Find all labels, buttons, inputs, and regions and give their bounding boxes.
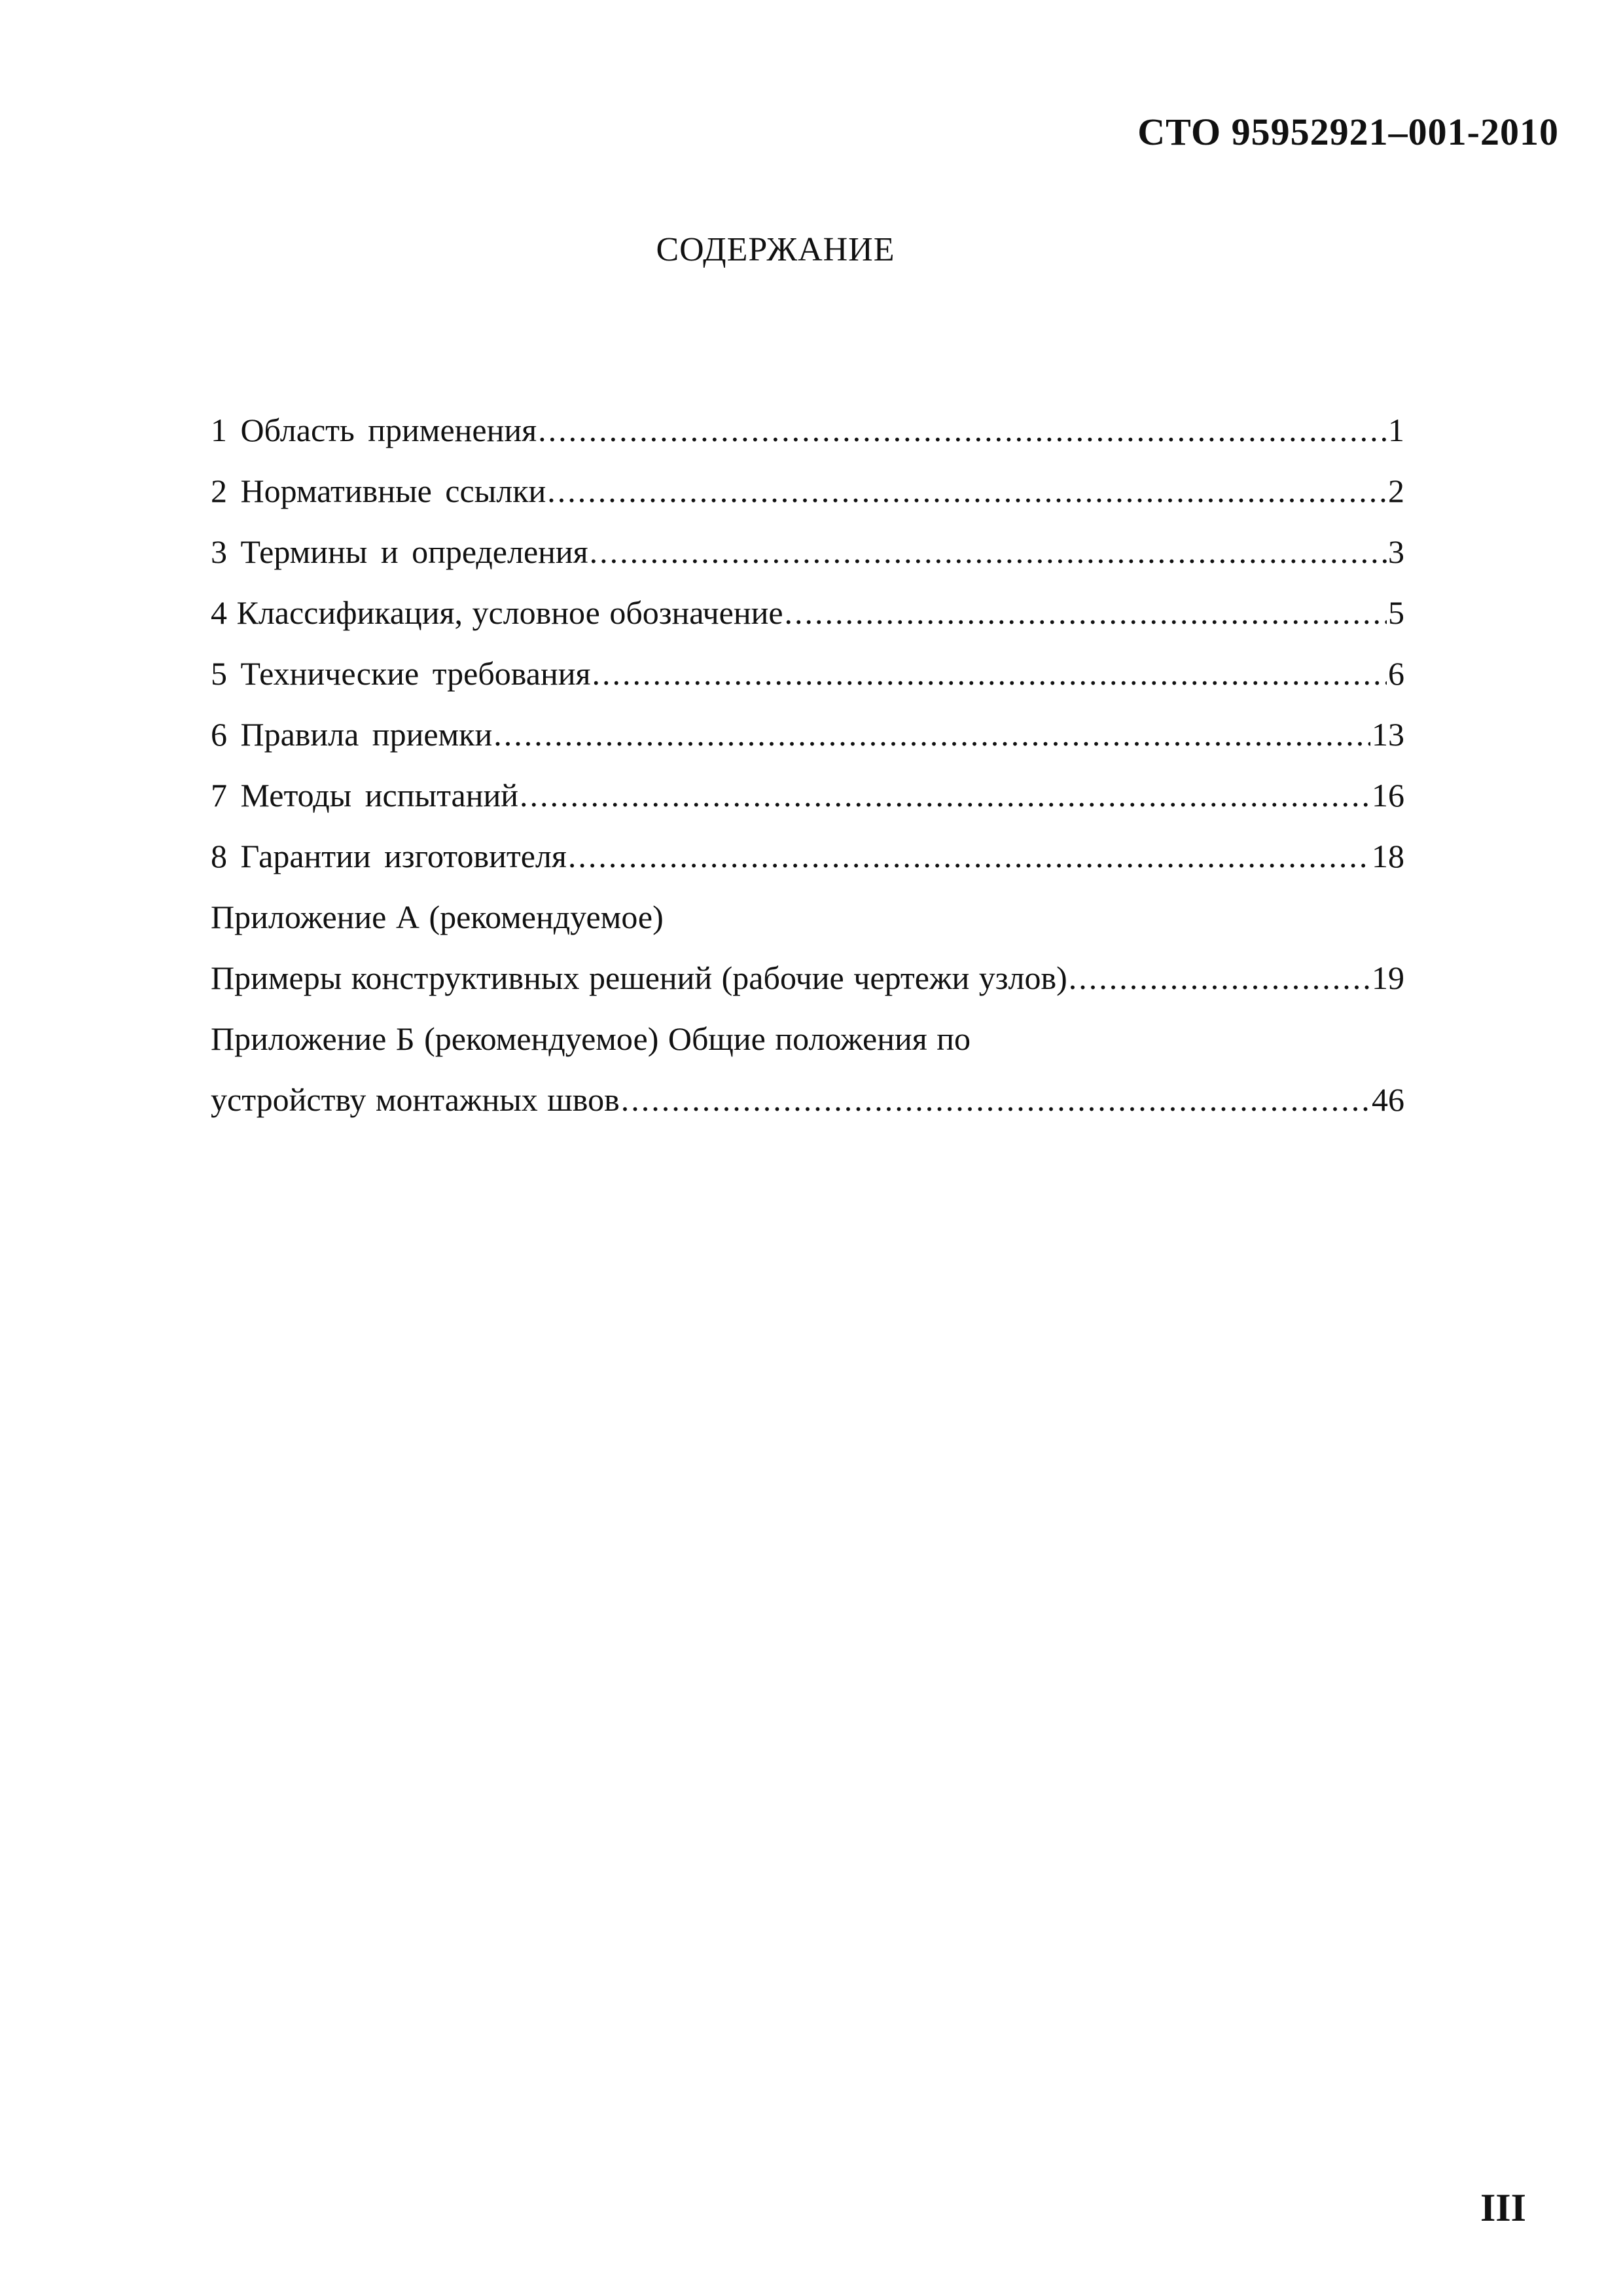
toc-entry-label: 6 Правила приемки bbox=[211, 716, 493, 753]
toc-title: СОДЕРЖАНИЕ bbox=[656, 231, 895, 268]
toc-leader-dots bbox=[785, 594, 1387, 632]
toc-leader-dots bbox=[493, 715, 1370, 753]
toc-leader-dots bbox=[590, 533, 1387, 571]
toc-leader-dots bbox=[1069, 959, 1370, 997]
page-number: III bbox=[1480, 2186, 1526, 2229]
toc-entry[interactable] bbox=[211, 411, 1404, 472]
toc-entry-page: 3 bbox=[1388, 533, 1404, 570]
toc-entry-label: Примеры конструктивных решений (рабочие чертежи узлов) bbox=[211, 960, 1067, 996]
toc-entry[interactable] bbox=[211, 715, 1404, 776]
toc-leader-dots bbox=[547, 472, 1387, 510]
document-code: СТО 95952921–001-2010 bbox=[1137, 111, 1559, 153]
toc-entry-label: 1 Область применения bbox=[211, 412, 537, 448]
toc-entry-page: 5 bbox=[1388, 594, 1404, 631]
toc-leader-dots bbox=[621, 1081, 1370, 1119]
toc-entry-label: 7 Методы испытаний bbox=[211, 777, 519, 814]
toc-entry[interactable] bbox=[211, 533, 1404, 594]
toc-entry[interactable] bbox=[211, 655, 1404, 715]
toc-entry-page: 1 bbox=[1388, 412, 1404, 448]
toc-entry-label: устройству монтажных швов bbox=[211, 1081, 620, 1118]
toc-entry-page: 18 bbox=[1372, 838, 1404, 874]
toc-entry-page: 46 bbox=[1372, 1081, 1404, 1118]
toc-entry-label: 3 Термины и определения bbox=[211, 533, 588, 570]
toc-entry-page: 16 bbox=[1372, 777, 1404, 814]
toc-leader-dots bbox=[592, 655, 1387, 692]
toc-entry[interactable] bbox=[211, 776, 1404, 837]
toc-entry-label: Приложение А (рекомендуемое) bbox=[211, 899, 664, 935]
toc-entry-label: Приложение Б (рекомендуемое) Общие положения по bbox=[211, 1020, 971, 1057]
toc-entry-page: 6 bbox=[1388, 655, 1404, 692]
toc-entry[interactable] bbox=[211, 959, 1404, 1020]
toc-entry-label: 8 Гарантии изготовителя bbox=[211, 838, 567, 874]
toc-entry-page: 19 bbox=[1372, 960, 1404, 996]
toc-leader-dots bbox=[568, 837, 1370, 875]
toc-entry[interactable] bbox=[211, 837, 1404, 898]
toc-entry-page: 2 bbox=[1388, 473, 1404, 509]
toc-entry-label: 2 Нормативные ссылки bbox=[211, 473, 546, 509]
toc-entry-label: 5 Технические требования bbox=[211, 655, 591, 692]
toc-appendix-heading bbox=[211, 898, 1404, 959]
toc-entry[interactable] bbox=[211, 1081, 1404, 1141]
toc-appendix-heading bbox=[211, 1020, 1404, 1081]
toc-entry[interactable] bbox=[211, 594, 1404, 655]
toc-entry-page: 13 bbox=[1372, 716, 1404, 753]
toc-leader-dots bbox=[520, 776, 1370, 814]
toc-entry-label: 4 Классификация, условное обозначение bbox=[211, 594, 783, 631]
toc-entry[interactable] bbox=[211, 472, 1404, 533]
toc-leader-dots bbox=[538, 411, 1387, 449]
table-of-contents bbox=[211, 411, 1404, 1141]
